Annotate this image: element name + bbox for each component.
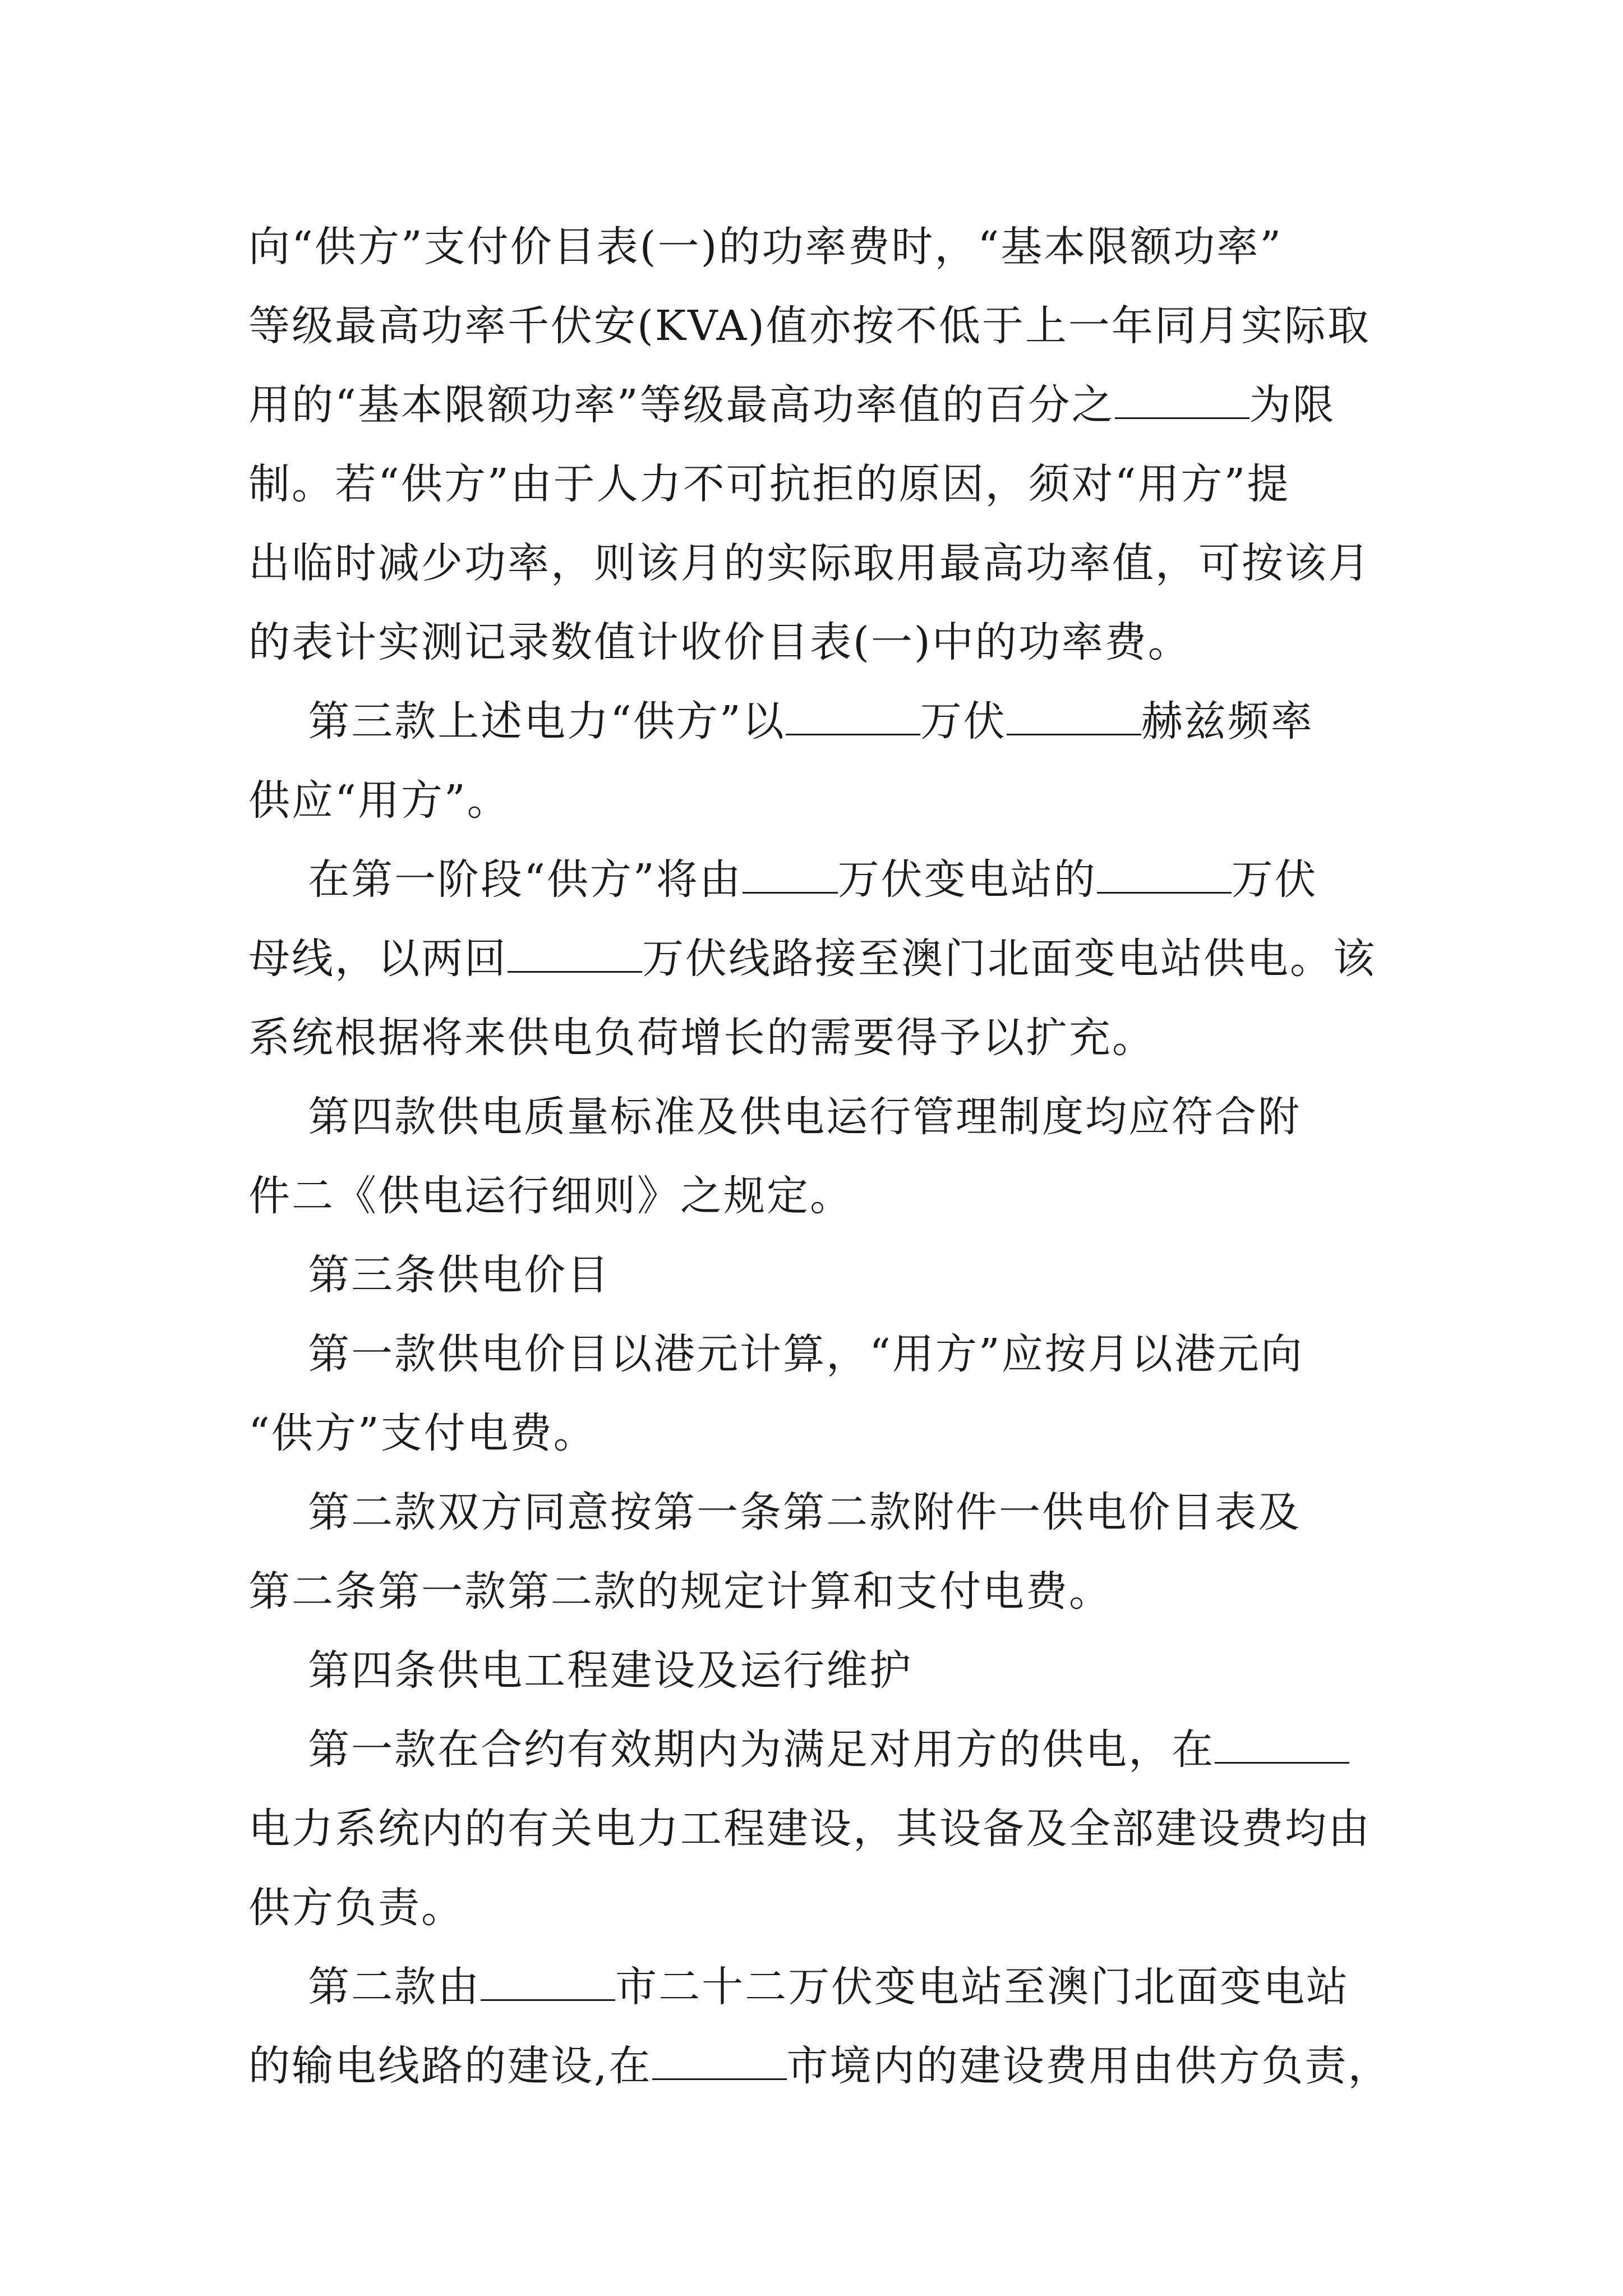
fill-in-blank	[743, 848, 838, 894]
text-line-3: 用的“基本限额功率”等级最高功率值的百分之 为限	[248, 366, 1379, 445]
text-line-11: 系统根据将来供电负荷增长的需要得予以扩充。	[248, 1014, 1155, 1062]
fill-in-blank	[1097, 848, 1232, 894]
text-line-22: 供方负责。	[248, 1884, 464, 1932]
text-line-24: 的输电线路的建设,在 市境内的建设费用由供方负责，	[248, 2027, 1379, 2106]
text-line-4: 制。若“供方”由于人力不可抗拒的原因，须对“用方”提	[248, 460, 1290, 508]
text-line-2: 等级最高功率千伏安(KVA)值亦按不低于上一年同月实际取	[248, 302, 1371, 350]
text-line-6: 的表计实测记录数值计收价目表(一)中的功率费。	[248, 618, 1191, 666]
text-line-1: 向“供方”支付价目表(一)的功率费时，“基本限额功率”	[248, 223, 1283, 271]
text-line-20: 第一款在合约有效期内为满足对用方的供电，在	[248, 1710, 1379, 1789]
text-line-14: 第三条供电价目	[308, 1251, 611, 1299]
text-line-19: 第四条供电工程建设及运行维护	[308, 1646, 913, 1695]
text-line-21: 电力系统内的有关电力工程建设，其设备及全部建设费均由	[248, 1805, 1371, 1853]
text-line-16: “供方”支付电费。	[248, 1409, 597, 1457]
text-line-9: 在第一阶段“供方”将由 万伏变电站的 万伏	[248, 840, 1379, 919]
fill-in-blank	[1215, 1718, 1349, 1764]
text-line-5: 出临时减少功率，则该月的实际取用最高功率值，可按该月	[248, 539, 1371, 587]
fill-in-blank	[481, 1955, 615, 2001]
text-line-15: 第一款供电价目以港元计算，“用方”应按月以港元向	[308, 1330, 1304, 1378]
fill-in-blank	[508, 927, 642, 973]
fill-in-blank	[1115, 374, 1249, 419]
fill-in-blank	[1007, 690, 1141, 735]
fill-in-blank	[652, 2035, 787, 2080]
fill-in-blank	[786, 690, 920, 735]
text-line-23: 第二款由 市二十二万伏变电站至澳门北面变电站	[248, 1948, 1379, 2027]
text-line-18: 第二条第一款第二款的规定计算和支付电费。	[248, 1567, 1112, 1616]
document-page	[248, 208, 1391, 2106]
text-line-12: 第四款供电质量标准及供电运行管理制度均应符合附	[308, 1093, 1302, 1141]
text-line-13: 件二《供电运行细则》之规定。	[248, 1172, 853, 1220]
text-line-8: 供应“用方”。	[248, 776, 510, 825]
text-line-17: 第二款双方同意按第一条第二款附件一供电价目表及	[308, 1488, 1302, 1536]
text-line-10: 母线，以两回 万伏线路接至澳门北面变电站供电。该	[248, 919, 1379, 999]
text-line-7: 第三款上述电力“供方”以 万伏 赫兹频率	[248, 682, 1379, 761]
